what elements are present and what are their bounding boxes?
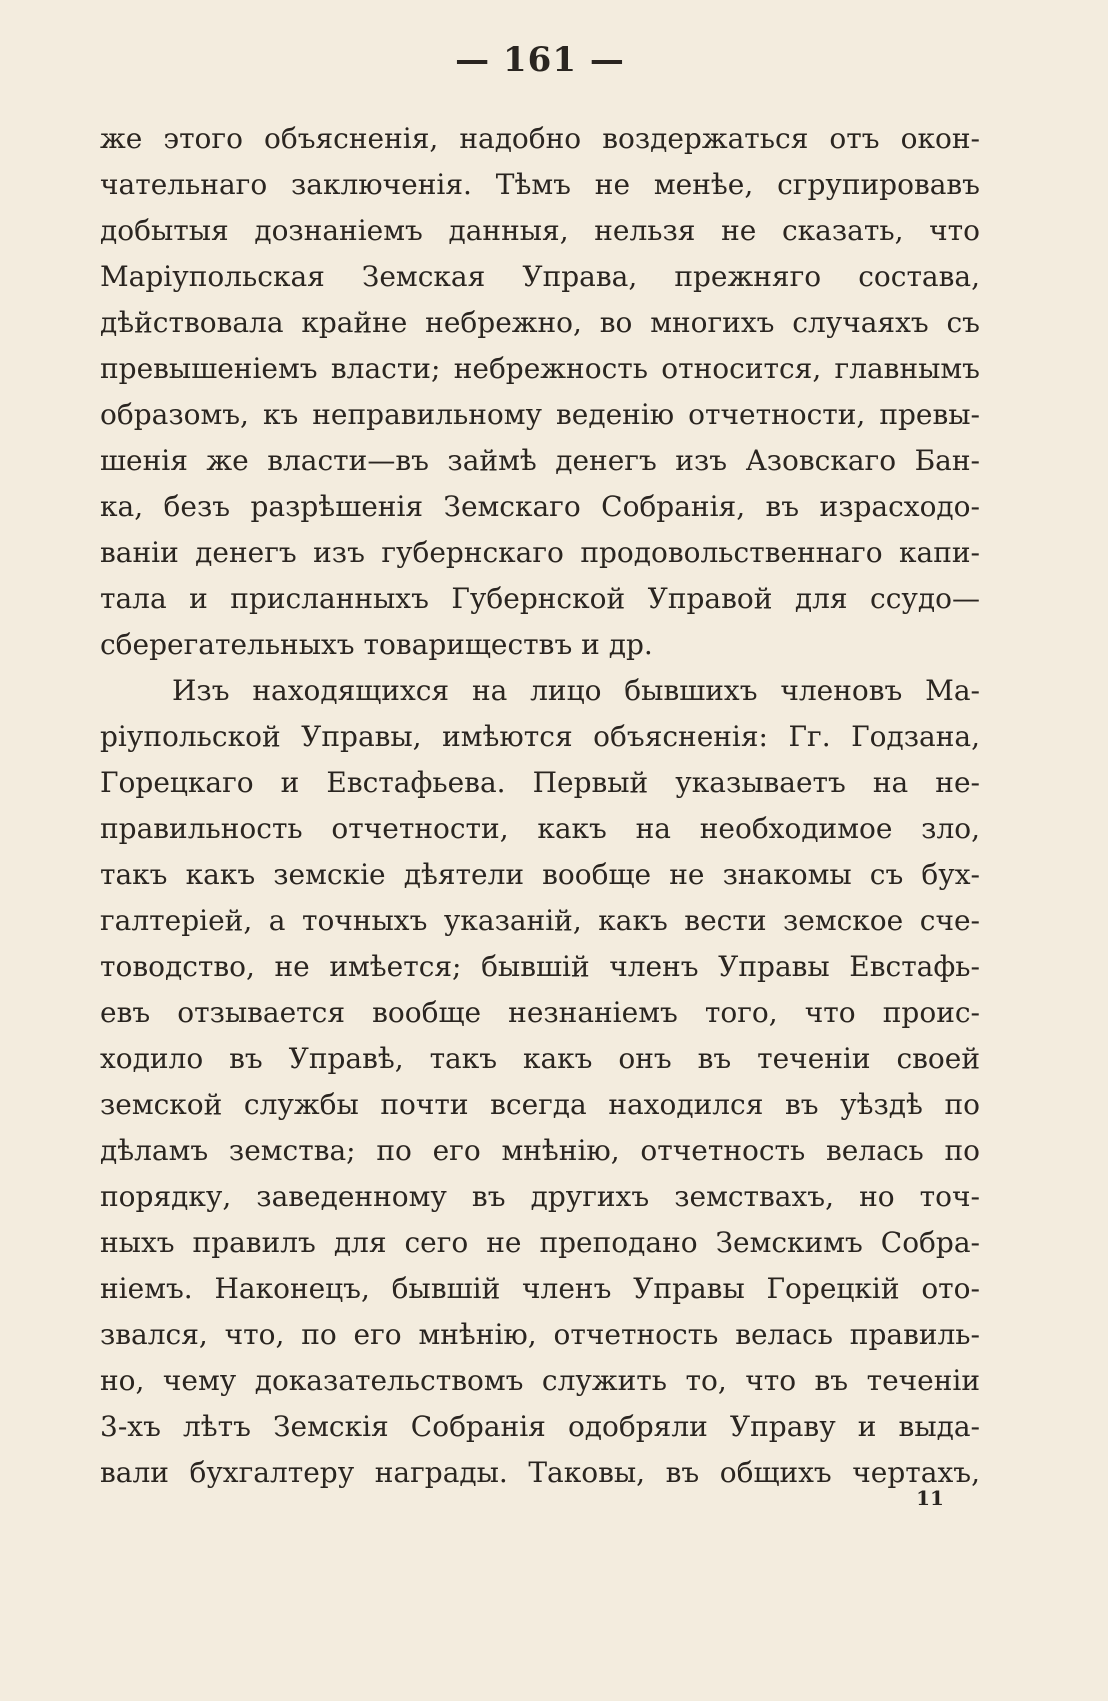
text-line: ка, безъ разрѣшенія Земскаго Собранія, въ израсходо- [100, 490, 980, 523]
text-line: земской службы почти всегда находился въ уѣздѣ по [100, 1088, 980, 1121]
text-line: ніемъ. Наконецъ, бывшій членъ Управы Горецкій ото- [100, 1272, 980, 1305]
text-line: ходило въ Управѣ, такъ какъ онъ въ теченіи своей [100, 1042, 980, 1075]
page-number: — 161 — [455, 40, 625, 80]
text-line: образомъ, къ неправильному веденію отчетности, превы- [100, 398, 980, 431]
text-line: чательнаго заключенія. Тѣмъ не менѣе, сгрупировавъ [100, 168, 980, 201]
text-line: ныхъ правилъ для сего не преподано Земскимъ Собра- [100, 1226, 980, 1259]
text-line: тала и присланныхъ Губернской Управой для ссудо— [100, 582, 980, 615]
text-line: ваніи денегъ изъ губернскаго продовольственнаго капи- [100, 536, 980, 569]
text-line: Изъ находящихся на лицо бывшихъ членовъ Ма- [172, 674, 980, 707]
text-line: ріупольской Управы, имѣются объясненія: Гг. Годзана, [100, 720, 980, 753]
text-line: звался, что, по его мнѣнію, отчетность велась правиль- [100, 1318, 980, 1351]
text-line: дѣламъ земства; по его мнѣнію, отчетность велась по [100, 1134, 980, 1167]
text-line: Маріупольская Земская Управа, прежняго состава, [100, 260, 980, 293]
text-line: Горецкаго и Евстафьева. Первый указываетъ на не- [100, 766, 980, 799]
text-line: такъ какъ земскіе дѣятели вообще не знакомы съ бух- [100, 858, 980, 891]
text-line: вали бухгалтеру награды. Таковы, въ общихъ чертахъ, [100, 1456, 980, 1489]
text-line: шенія же власти—въ займѣ денегъ изъ Азовскаго Бан- [100, 444, 980, 477]
text-line: добытыя дознаніемъ данныя, нельзя не сказать, что [100, 214, 980, 247]
text-line: сберегательныхъ товариществъ и др. [100, 628, 653, 661]
text-line: евъ отзывается вообще незнаніемъ того, что проис- [100, 996, 980, 1029]
text-line: 3-хъ лѣтъ Земскія Собранія одобряли Управу и выда- [100, 1410, 980, 1443]
text-line: галтеріей, а точныхъ указаній, какъ вести земское сче- [100, 904, 980, 937]
text-line: порядку, заведенному въ другихъ земствахъ, но точ- [100, 1180, 980, 1213]
text-line: дѣйствовала крайне небрежно, во многихъ случаяхъ съ [100, 306, 980, 339]
text-line: же этого объясненія, надобно воздержаться отъ окон- [100, 122, 980, 155]
signature-mark: 11 [916, 1486, 944, 1510]
text-block [100, 0, 980, 1701]
text-line: превышеніемъ власти; небрежность относится, главнымъ [100, 352, 980, 385]
text-line: правильность отчетности, какъ на необходимое зло, [100, 812, 980, 845]
text-line: товодство, не имѣется; бывшій членъ Управы Евстафь- [100, 950, 980, 983]
text-line: но, чему доказательствомъ служить то, что въ теченіи [100, 1364, 980, 1397]
